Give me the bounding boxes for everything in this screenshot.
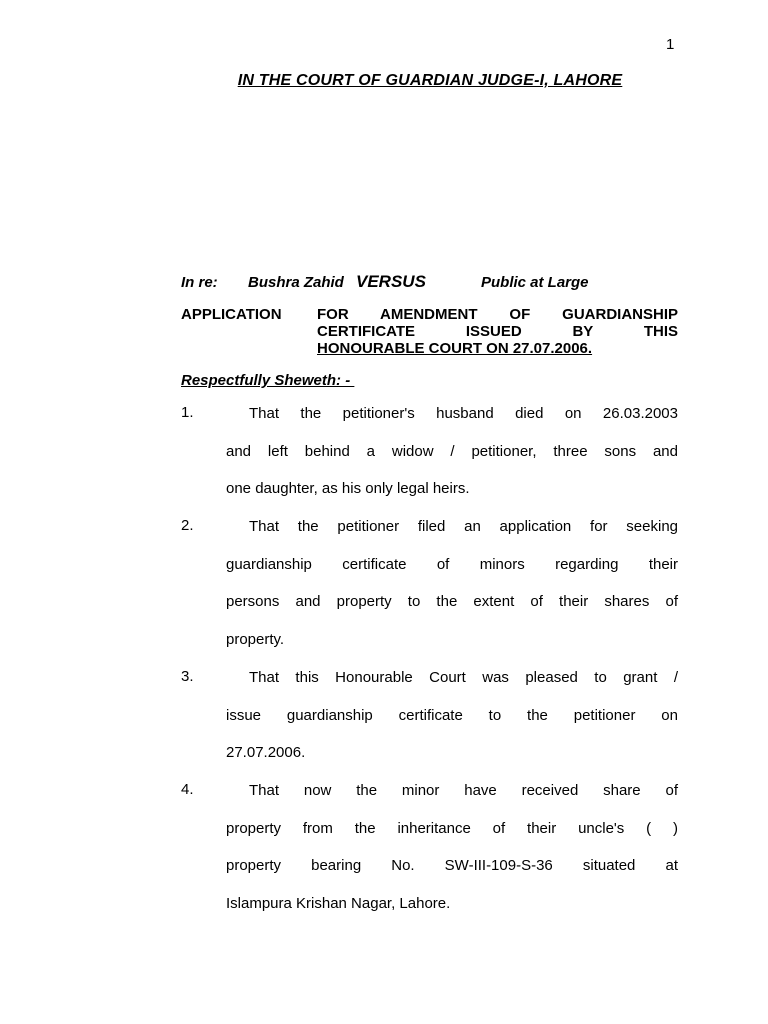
paragraph-line: one daughter, as his only legal heirs. <box>226 480 470 498</box>
application-subject-line: FOR AMENDMENT OF GUARDIANSHIP <box>317 306 678 323</box>
paragraph-line: That the petitioner filed an application for seeking <box>249 518 678 535</box>
paragraph-line: 27.07.2006. <box>226 744 306 762</box>
versus-label: VERSUS <box>356 272 426 291</box>
paragraph-line: and left behind a widow / petitioner, three sons and <box>226 442 678 460</box>
page-number: 1 <box>666 36 675 53</box>
application-label: APPLICATION <box>181 306 282 323</box>
respectfully-sheweth: Respectfully Sheweth: - <box>181 372 355 389</box>
paragraph-line: property. <box>226 630 285 648</box>
paragraph-number: 2. <box>181 517 194 534</box>
paragraph-line: That now the minor have received share of <box>249 782 678 799</box>
paragraph-text <box>226 781 678 931</box>
respondent-name: Public at Large <box>481 274 589 291</box>
application-subject-line: HONOURABLE COURT ON 27.07.2006. <box>317 340 593 357</box>
paragraph-line: issue guardianship certificate to the petitioner on <box>226 706 678 724</box>
paragraph-number: 4. <box>181 781 194 798</box>
paragraph-line: That this Honourable Court was pleased to grant / <box>249 669 678 686</box>
paragraph-number: 3. <box>181 668 194 685</box>
paragraph-line: property bearing No. SW-III-109-S-36 situated at <box>226 857 678 875</box>
paragraph-line: persons and property to the extent of their shares of <box>226 593 678 611</box>
paragraph-text <box>226 668 678 781</box>
paragraph-text <box>226 404 678 517</box>
paragraph-line: guardianship certificate of minors regarding their <box>226 555 678 573</box>
paragraph-line: That the petitioner's husband died on 26.03.2003 <box>249 405 678 422</box>
court-title: IN THE COURT OF GUARDIAN JUDGE-I, LAHORE <box>237 72 623 89</box>
petitioner-name: Bushra Zahid <box>248 274 344 291</box>
paragraph-line: Islampura Krishan Nagar, Lahore. <box>226 894 451 912</box>
application-subject <box>317 306 678 357</box>
case-caption <box>181 272 589 292</box>
in-re-label: In re: <box>181 274 218 291</box>
application-subject-line: CERTIFICATE ISSUED BY THIS <box>317 323 678 340</box>
paragraph-text <box>226 517 678 667</box>
paragraph-line: property from the inheritance of their uncle's ( ) <box>226 819 678 837</box>
paragraph-number: 1. <box>181 404 194 421</box>
